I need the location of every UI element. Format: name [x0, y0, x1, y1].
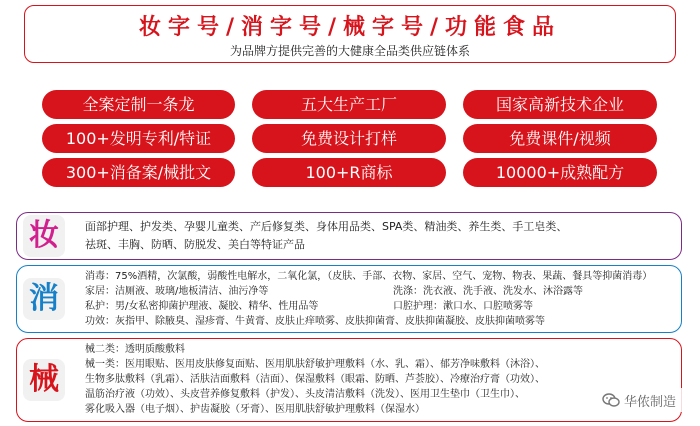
feature-pill: 免费课件/视频 — [463, 124, 657, 153]
feature-pill: 100+R商标 — [252, 158, 446, 187]
category-text-line: 祛斑、丰胸、防晒、防脱发、美白等特证产品 — [85, 238, 305, 251]
feature-pill: 10000+成熟配方 — [463, 158, 657, 187]
category-box-disinfection — [16, 265, 682, 333]
category-text-line: 功效：灰指甲、除腋臭、湿疹膏、牛黄膏、皮肤止痒喷雾、皮肤抑菌膏、皮肤抑菌凝胶、皮肤抑菌喷雾等 — [85, 316, 545, 327]
category-text-line: 雾化吸入器（电子烟）、护齿凝胶（牙膏）、医用肌肤舒敏护理敷料（保湿水） — [85, 404, 425, 415]
category-text-line: 消毒：75%酒精，次氯酸，弱酸性电解水，二氧化氯，（皮肤、手部、衣物、家居、空气、宠物、物表、果蔬、餐具等抑菌消毒） — [85, 271, 653, 282]
category-text-line: 械二类：透明质酸敷料 — [85, 344, 185, 355]
wechat-icon — [602, 392, 620, 408]
category-box-cosmetics — [16, 212, 682, 260]
watermark-text: 华侬制造 — [624, 395, 677, 410]
category-text-line: 洗涤：洗衣液、洗手液、洗发水、沐浴露等 — [393, 286, 583, 297]
category-badge-medical-device: 械 — [23, 359, 65, 401]
category-box-medical-device — [16, 338, 682, 422]
feature-pill: 100+发明专利/特证 — [42, 124, 235, 153]
feature-pill: 全案定制一条龙 — [42, 90, 235, 119]
category-text-line: 家居：洁厕液、玻璃/地板清洁、油污净等 — [85, 286, 269, 297]
page-subtitle: 为品牌方提供完善的大健康全品类供应链体系 — [229, 44, 470, 58]
category-badge-disinfection: 消 — [23, 278, 65, 320]
category-text-line: 生物多肽敷料（乳霜）、活肤洁面敷料（洁面）、保湿敷料（眼霜、防晒、芦荟胶）、冷療治疗膏（功效）、 — [85, 374, 545, 385]
feature-pill: 五大生产工厂 — [252, 90, 446, 119]
category-text-line: 口腔护理：漱口水、口腔喷雾等 — [393, 301, 533, 312]
watermark — [600, 388, 692, 412]
category-text-line: 械一类：医用眼贴、医用皮肤修复面贴、医用肌肤舒敏护理敷料（水、乳、霜）、郁芳净味敷料（沐浴）、 — [85, 359, 545, 370]
feature-pill: 国家高新技术企业 — [463, 90, 657, 119]
title-box — [24, 5, 676, 63]
page-title: 妆字号/消字号/械字号/功能食品 — [138, 15, 562, 40]
category-text-line: 面部护理、护发类、孕婴儿童类、产后修复类、身体用品类、SPA类、精油类、养生类、手工皂类、 — [85, 220, 568, 233]
feature-pill: 免费设计打样 — [252, 124, 446, 153]
category-badge-cosmetics: 妆 — [23, 215, 65, 257]
feature-pill: 300+消备案/械批文 — [42, 158, 235, 187]
category-text-line: 温筋治疗液（功效）、头皮营养修复敷料（护发）、头皮清洁敷料（洗发）、医用卫生垫巾（卫生巾）、 — [85, 389, 525, 400]
category-text-line: 私护：男/女私密抑菌护理液、凝胶、精华、性用品等 — [85, 301, 319, 312]
